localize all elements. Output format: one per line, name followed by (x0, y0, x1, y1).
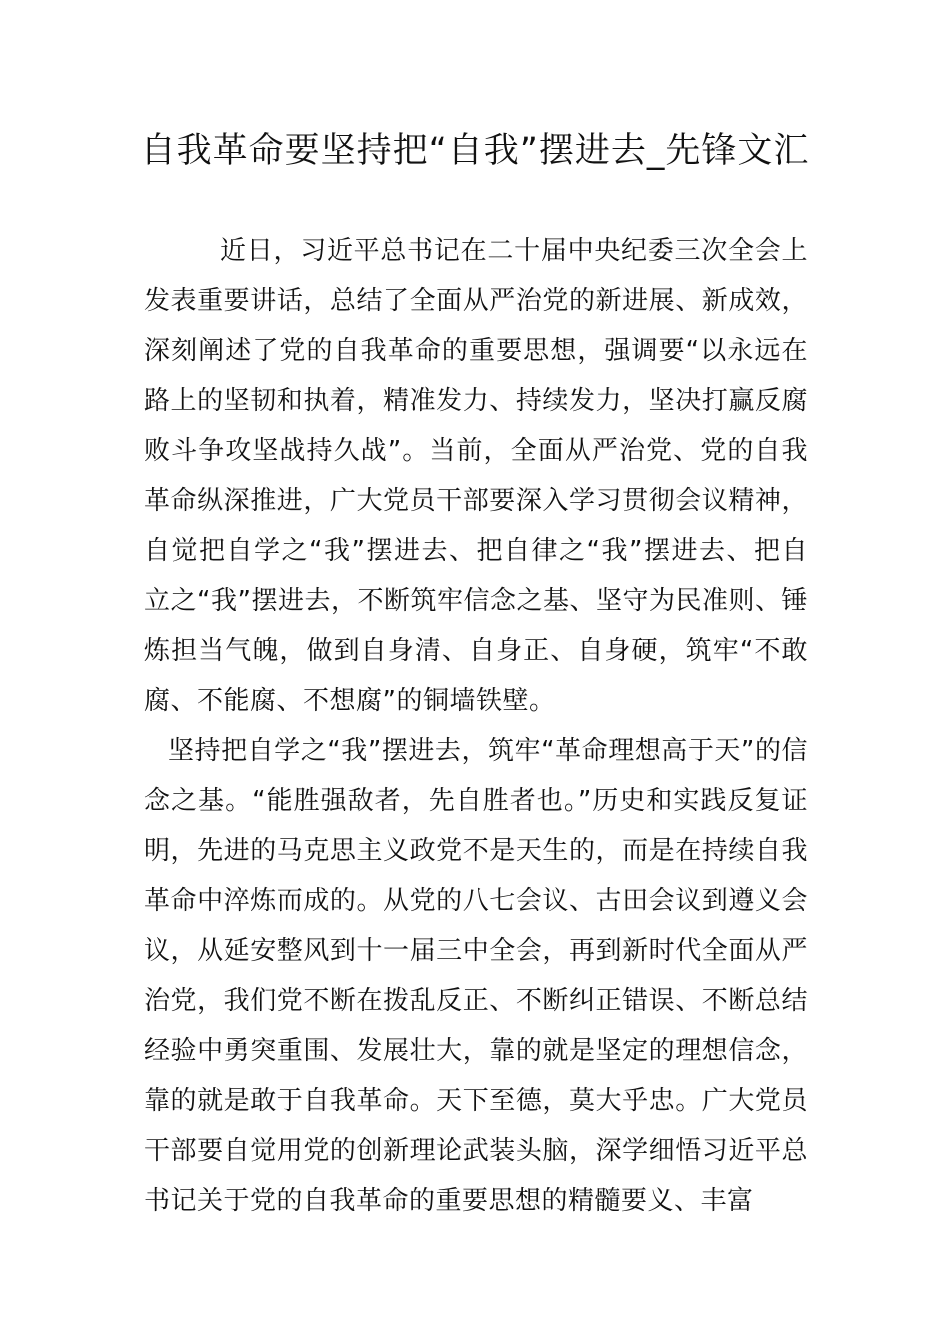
paragraph-2: 坚持把自学之“我”摆进去，筑牢“革命理想高于天”的信念之基。“能胜强敌者，先自胜者也。”历史和实践反复证明，先进的马克思主义政党不是天生的，而是在持续自我革命中淬炼而成的。从党的八七会议、古田会议到遵义会议，从延安整风到十一届三中全会，再到新时代全面从严治党，我们党不断在拨乱反正、不断纠正错误、不断总结经验中勇突重围、发展壮大，靠的就是坚定的理想信念，靠的就是敢于自我革命。天下至德，莫大乎忠。广大党员干部要自觉用党的创新理论武装头脑，深学细悟习近平总书记关于党的自我革命的重要思想的精髓要义、丰富 (144, 736, 808, 1216)
paragraph-1: 近日，习近平总书记在二十届中央纪委三次全会上发表重要讲话，总结了全面从严治党的新进展、新成效，深刻阐述了党的自我革命的重要思想，强调要“以永远在路上的坚韧和执着，精准发力、持续发力，坚决打赢反腐败斗争攻坚战持久战”。当前，全面从严治党、党的自我革命纵深推进，广大党员干部要深入学习贯彻会议精神，自觉把自学之“我”摆进去、把自律之“我”摆进去、把自立之“我”摆进去，不断筑牢信念之基、坚守为民准则、锤炼担当气魄，做到自身清、自身正、自身硬，筑牢“不敢腐、不能腐、不想腐”的铜墙铁壁。 (144, 236, 808, 716)
document-body (144, 226, 808, 1226)
document-title: 自我革命要坚持把“自我”摆进去_先锋文汇 (140, 131, 810, 171)
